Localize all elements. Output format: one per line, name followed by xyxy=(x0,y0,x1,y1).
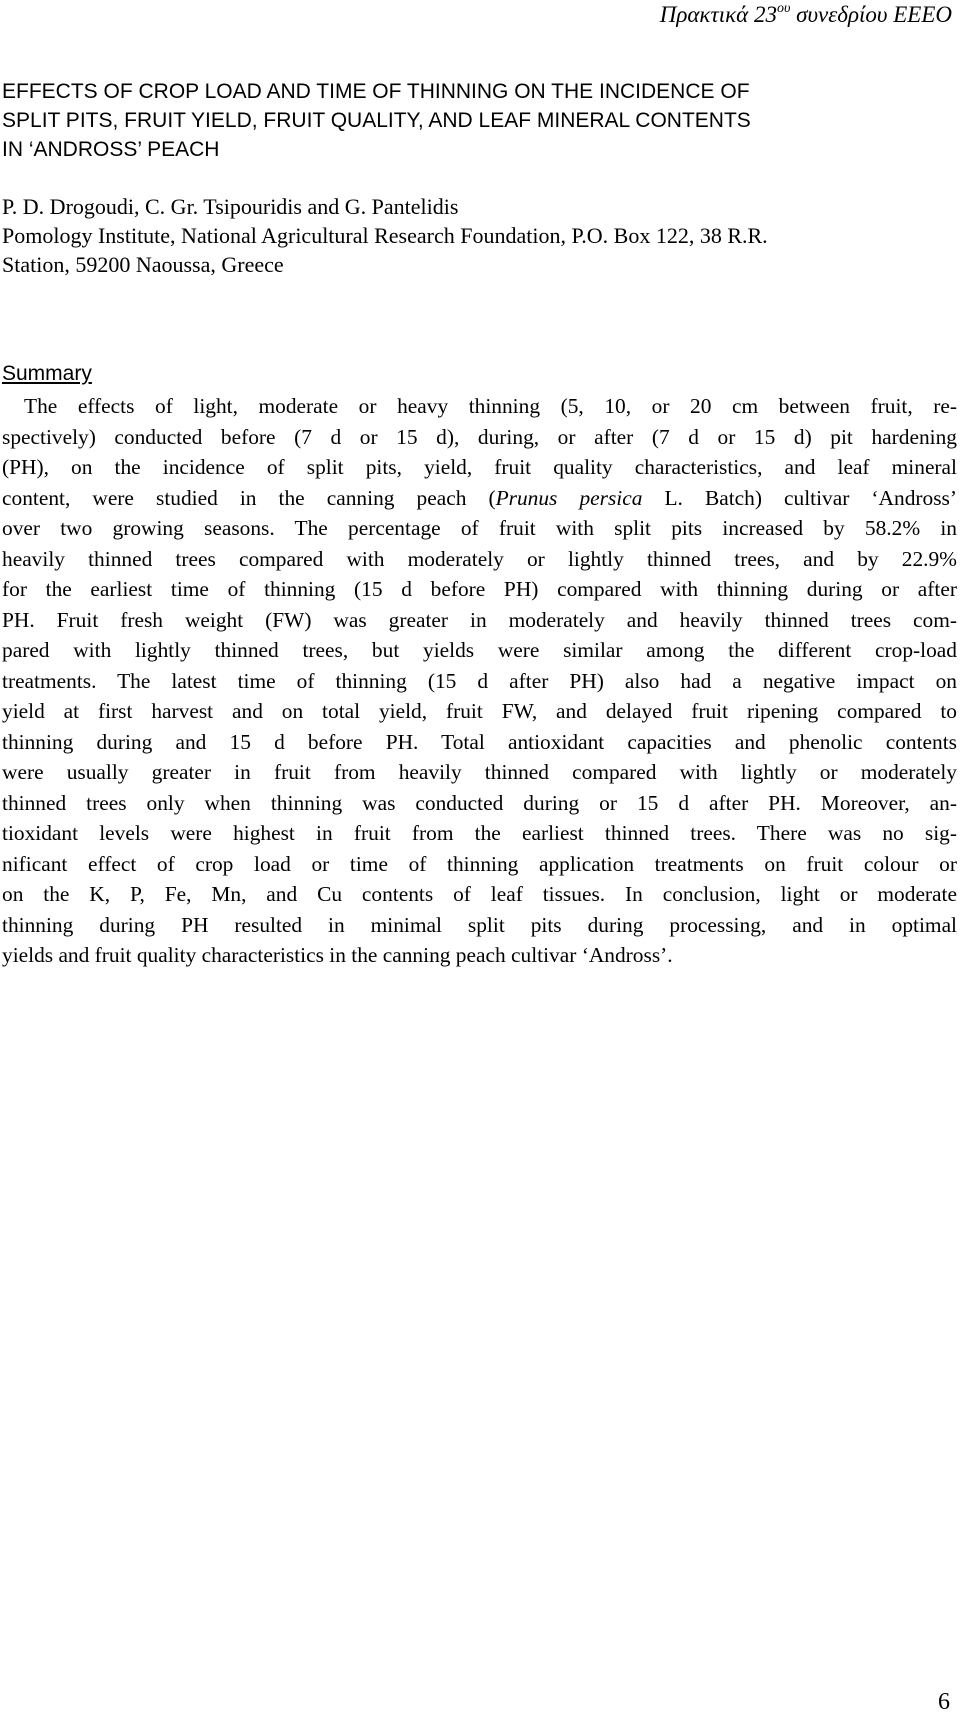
author-block xyxy=(2,192,952,279)
summary-line: tioxidant levels were highest in fruit from the earliest thinned trees. There was no sig- xyxy=(2,821,957,845)
summary-line: (PH), on the incidence of split pits, yield, fruit quality characteristics, and leaf mineral xyxy=(2,455,957,479)
summary-line: spectively) conducted before (7 d or 15 d), during, or after (7 d or 15 d) pit hardening xyxy=(2,424,957,449)
proceedings-prefix: Πρακτικά 23 xyxy=(659,2,777,27)
summary-line: for the earliest time of thinning (15 d before PH) compared with thinning during or after xyxy=(2,577,957,601)
title-line: IN ‘ANDROSS’ PEACH xyxy=(2,138,220,161)
summary-line: pared with lightly thinned trees, but yields were similar among the different crop-load xyxy=(2,638,957,662)
proceedings-suffix: συνεδρίου ΕΕΕΟ xyxy=(790,2,952,27)
proceedings-superscript: ου xyxy=(776,1,791,16)
summary-line: yields and fruit quality characteristics in the canning peach cultivar ‘Andross’. xyxy=(2,943,673,967)
summary-line-text: content, were studied in the canning peach ( xyxy=(2,485,496,510)
summary-line: The effects of light, moderate or heavy thinning (5, 10, or 20 cm between fruit, re- xyxy=(24,394,957,418)
summary-line: thinned trees only when thinning was conducted during or 15 d after PH. Moreover, an- xyxy=(2,790,957,815)
summary-line: yield at first harvest and on total yield, fruit FW, and delayed fruit ripening compared to xyxy=(2,699,957,723)
species-name: Prunus persica xyxy=(495,485,643,510)
title-line: EFFECTS OF CROP LOAD AND TIME OF THINNING ON THE INCIDENCE OF xyxy=(2,80,750,103)
summary-line: PH. Fruit fresh weight (FW) was greater in moderately and heavily thinned trees com- xyxy=(2,607,957,632)
affiliation-line: Station, 59200 Naoussa, Greece xyxy=(2,252,284,277)
summary-heading: Summary xyxy=(2,362,92,385)
summary-line: treatments. The latest time of thinning (15 d after PH) also had a negative impact on xyxy=(2,668,957,693)
summary-line: thinning during and 15 d before PH. Total antioxidant capacities and phenolic contents xyxy=(2,729,957,754)
summary-line: thinning during PH resulted in minimal split pits during processing, and in optimal xyxy=(2,912,957,937)
summary-line: heavily thinned trees compared with moderately or lightly thinned trees, and by 22.9% xyxy=(2,546,957,571)
proceedings-header xyxy=(660,2,952,28)
summary-body xyxy=(2,391,957,971)
summary-line: nificant effect of crop load or time of thinning application treatments on fruit colour or xyxy=(2,851,957,876)
affiliation-line: Pomology Institute, National Agricultural Research Foundation, P.O. Box 122, 38 R.R. xyxy=(2,223,768,248)
summary-line: over two growing seasons. The percentage of fruit with split pits increased by 58.2% in xyxy=(2,516,957,540)
paper-title xyxy=(2,77,952,164)
summary-line: were usually greater in fruit from heavily thinned compared with lightly or moderately xyxy=(2,760,957,784)
author-names: P. D. Drogoudi, C. Gr. Tsipouridis and G. Pantelidis xyxy=(2,194,459,219)
title-line: SPLIT PITS, FRUIT YIELD, FRUIT QUALITY, AND LEAF MINERAL CONTENTS xyxy=(2,109,751,132)
summary-line-species xyxy=(2,483,957,514)
page-number: 6 xyxy=(938,1689,950,1715)
summary-line: on the K, P, Fe, Mn, and Cu contents of leaf tissues. In conclusion, light or moderate xyxy=(2,882,957,906)
species-after: L. Batch) cultivar ‘Andross’ xyxy=(642,485,957,510)
